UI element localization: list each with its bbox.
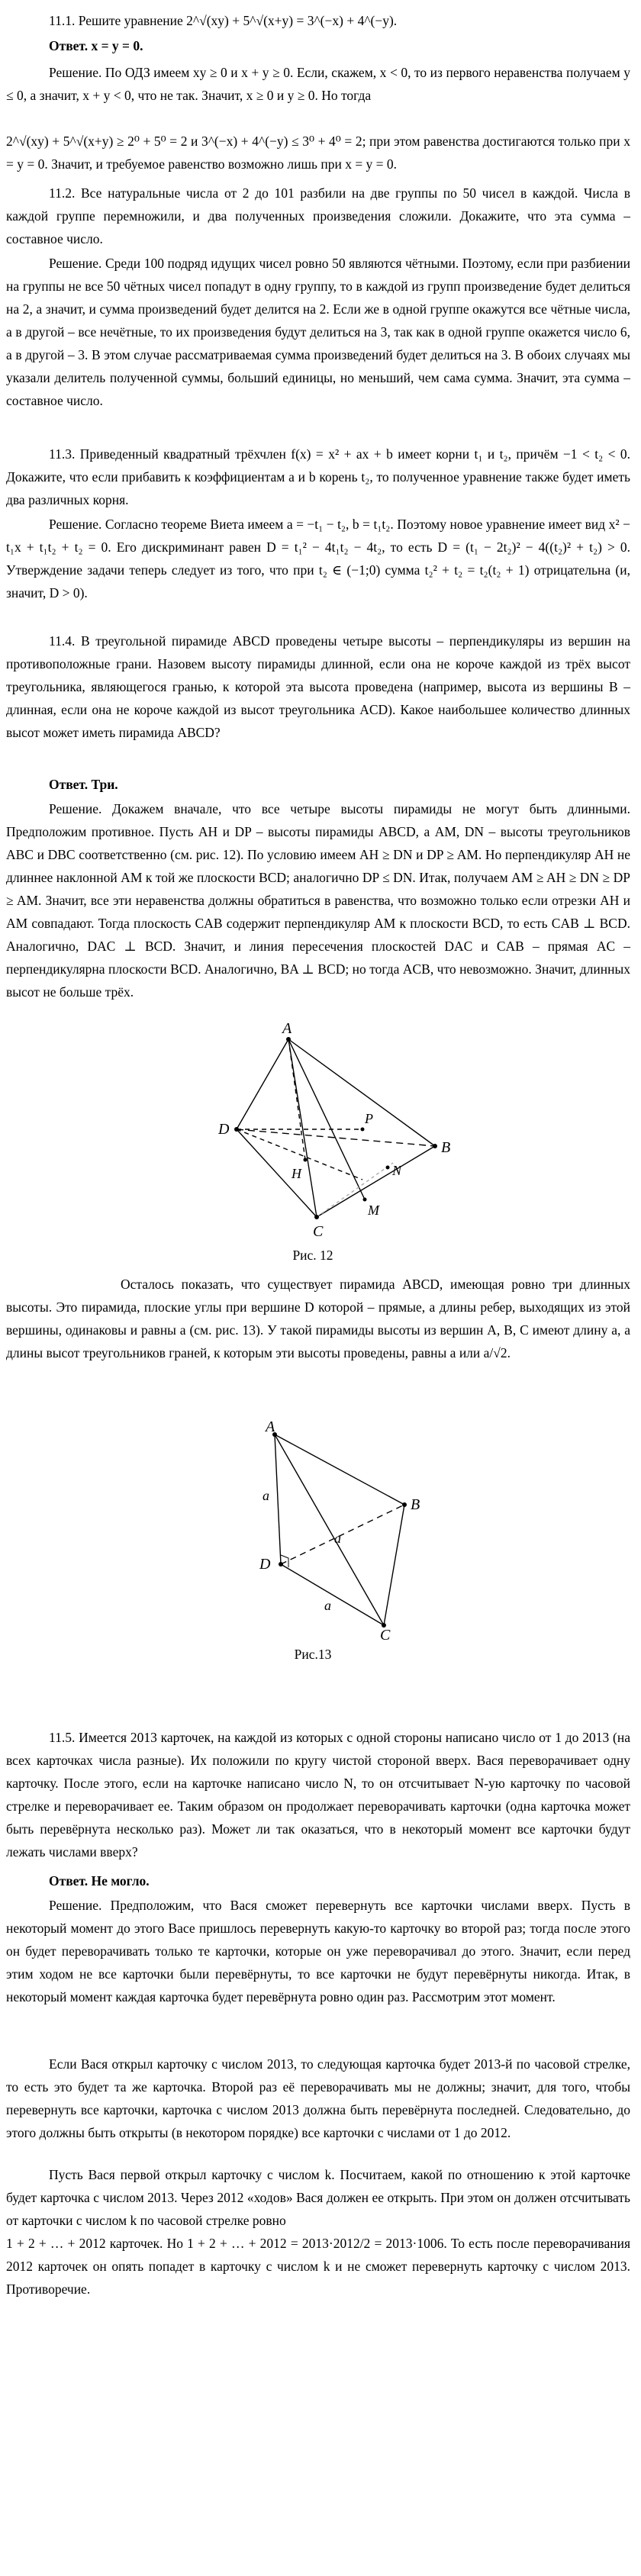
problem-11-1-solution-a: Решение. По ОДЗ имеем xy ≥ 0 и x + y ≥ 0. Если, скажем, x < 0, то из первого неравенства получаем y ≤ 0, а значит, x + y < 0, что не так. Значит, x ≥ 0 и y ≥ 0. Но тогда: [6, 65, 630, 103]
problem-11-5-solution-d: 1 + 2 + … + 2012 карточек. Но 1 + 2 + … + 2012 = 2013·2012/2 = 2013·1006. То есть после переворачивания 2012 карточек он опять попадет в карточку с числом k и не сможет перевернуть карточку с числом 2013. Противоречие.: [6, 2236, 630, 2297]
fig13-label-c: C: [380, 1627, 391, 1641]
fig12-label-b: B: [441, 1139, 451, 1156]
problem-11-5-solution-b: Если Вася открыл карточку с числом 2013, то следующая карточка будет 2013-й по часовой стрелке, то есть это будет та же карточка. Второй раз её переворачивать мы не должны; значит, для того, чтобы перевернуть все карточки, карточка с числом 2013 должна быть перевёрнута последней. Следовательно, до этого должны быть открыты (в некотором порядке) все карточки с числами от 1 до 2012.: [6, 2056, 630, 2140]
figure-12-pyramid: [191, 1022, 481, 1244]
fig12-label-c: C: [313, 1223, 324, 1240]
fig13-label-a: A: [266, 1419, 275, 1435]
fig12-label-h: H: [292, 1166, 301, 1181]
fig13-label-a-db: a: [334, 1531, 341, 1546]
fig12-label-m: M: [368, 1203, 379, 1218]
problem-11-5-solution-c: Пусть Вася первой открыл карточку с числом k. Посчитаем, какой по отношению к этой карточке будет карточка с числом 2013. Через 2012 «ходов» Вася должен ее открыть. При этом он должен отсчитывать от карточки с числом k по часовой стрелке ровно: [6, 2167, 630, 2228]
figure-12-caption: Рис. 12: [292, 1248, 333, 1263]
problem-11-5-solution-a: Решение. Предположим, что Вася сможет перевернуть все карточки числами вверх. Пусть в некоторый момент до этого Васе пришлось перевернуть какую-то карточку во второй раз; тогда после этого он будет переворачивать только те карточки, которые он уже переворачивал до этого. Значит, если перед этим ходом не все карточки были перевёрнуты, то все карточки не будут перевёрнуты никогда. Итак, в некоторый момент каждая карточка будет перевёрнута ровно один раз. Рассмотрим этот момент.: [6, 1898, 630, 2004]
problem-11-2-solution: Решение. Среди 100 подряд идущих чисел ровно 50 являются чётными. Поэтому, если при разбиении на группы не все 50 чётных чисел попадут в одну группу, то в каждой из групп произведение будет делиться на 2, а значит, и сумма произведений будет делится на 2. Если же в одной группе окажутся все чётные числа, а в другой – все нечётные, то их произведения будут делиться на 3, так как в одной группе окажется число 6, а в другой – 3. В этом случае рассматриваемая сумма произведений будет делиться на 3. В обоих случаях мы указали делитель полученной суммы, больший единицы, но меньший, чем сама сумма. Значит, эта сумма – составное число.: [6, 256, 630, 408]
problem-11-4-construction: Осталось показать, что существует пирамида ABCD, имеющая ровно три длинных высоты. Это пирамида, плоские углы при вершине D которой – прямые, а длины ребер, выходящих из этой вершины, одинаковы и равны a (см. рис. 13). У такой пирамиды высоты из вершин A, B, C имеют длину a, а длины высот треугольников граней, к которым эти высоты проведены, равны a или a/√2.: [6, 1277, 630, 1360]
problem-11-3-solution: Решение. Согласно теореме Виета имеем a = −t₁ − t₂, b = t₁t₂. Поэтому новое уравнение имеет вид x² − t₁x + t₁t₂ + t₂ = 0. Его дискриминант равен D = t₁² − 4t₁t₂ − 4t₂, то есть D = (t₁ − 2t₂)² − 4((t₂)² + t₂) > 0. Утверждение задачи теперь следует из того, что при t₂ ∈ (−1;0) сумма t₂² + t₂ = t₂(t₂ + 1) отрицательна (и, значит, D > 0).: [6, 517, 630, 601]
fig12-label-n: N: [392, 1163, 402, 1178]
problem-11-2-statement: 11.2. Все натуральные числа от 2 до 101 разбили на две группы по 50 чисел в каждой. Числа в каждой группе перемножили, и два полученных произведения сложили. Докажите, что эта сумма – составное число.: [6, 185, 630, 246]
fig12-label-d: D: [218, 1121, 230, 1138]
problem-11-4-statement: 11.4. В треугольной пирамиде ABCD проведены четыре высоты – перпендикуляры из вершин на противоположные грани. Назовем высоту пирамиды длинной, если она не короче каждой из трёх высот треугольника, являющегося гранью, к которой эта высота проведена (например, высота из вершины B – длинная, если она не короче каждой из высот треугольника ACD). Какое наибольшее количество длинных высот может иметь пирамида ABCD?: [6, 633, 630, 740]
fig13-label-a-dc: a: [324, 1598, 331, 1613]
fig12-label-p: P: [365, 1111, 373, 1126]
problem-11-5-answer: Ответ. Не могло.: [49, 1873, 150, 1889]
problem-11-1-solution-b: 2^√(xy) + 5^√(x+y) ≥ 2⁰ + 5⁰ = 2 и 3^(−x) + 4^(−y) ≤ 3⁰ + 4⁰ = 2; при этом равенства достигаются только при x = y = 0. Значит, и требуемое равенство возможно лишь при x = y = 0.: [6, 134, 630, 172]
fig13-label-d: D: [259, 1556, 271, 1573]
problem-11-4-solution: Решение. Докажем вначале, что все четыре высоты пирамиды не могут быть длинными. Предположим противное. Пусть AH и DP – высоты пирамиды ABCD, а AM, DN – высоты треугольников ABC и DBC соответственно (см. рис. 12). По условию имеем AH ≥ DN и DP ≥ AM. Но перпендикуляр AH не длиннее наклонной AM к той же плоскости BCD; аналогично DP ≤ DN. Итак, получаем AM ≥ AH ≥ DN ≥ DP ≥ AM. Значит, все эти неравенства должны обратиться в равенства, что возможно только если отрезки AH и AM совпадают. Тогда плоскость CAB содержит перпендикуляр AM к плоскости BCD, то есть CAB ⊥ BCD. Аналогично, DAC ⊥ BCD. Значит, и линия пересечения плоскостей DAC и CAB – прямая AC – перпендикулярна плоскости BCD. Аналогично, BA ⊥ BCD; но тогда ACB, что невозможно. Значит, длинных высот не больше трёх.: [6, 801, 630, 1000]
fig13-label-b: B: [411, 1496, 420, 1513]
fig13-label-a-da: a: [263, 1488, 269, 1503]
figure-13-pyramid: [244, 1419, 443, 1641]
problem-11-1-statement: 11.1. Решите уравнение 2^√(xy) + 5^√(x+y) = 3^(−x) + 4^(−y).: [49, 13, 398, 28]
problem-11-5-statement: 11.5. Имеется 2013 карточек, на каждой из которых с одной стороны написано число от 1 до 2013 (на всех карточках числа разные). Их положили по кругу чистой стороной вверх. Вася переворачивает одну карточку. После этого, если на карточке написано число N, то он отсчитывает N-ую карточку по часовой стрелке и переворачивает ее. Таким образом он продолжает переворачивать карточки (одна карточка может быть перевёрнута несколько раз). Может ли так оказаться, что в некоторый момент все карточки будут лежать числами вверх?: [6, 1730, 630, 1860]
problem-11-3-statement: 11.3. Приведенный квадратный трёхчлен f(x) = x² + ax + b имеет корни t₁ и t₂, причём −1 < t₂ < 0. Докажите, что если прибавить к коэффициентам a и b корень t₂, то полученное уравнение также будет иметь два различных корня.: [6, 446, 630, 507]
problem-11-4-answer: Ответ. Три.: [49, 777, 118, 792]
fig12-label-a: A: [282, 1022, 292, 1037]
figure-13-caption: Рис.13: [294, 1647, 332, 1662]
problem-11-1-answer: Ответ. x = y = 0.: [49, 38, 143, 53]
